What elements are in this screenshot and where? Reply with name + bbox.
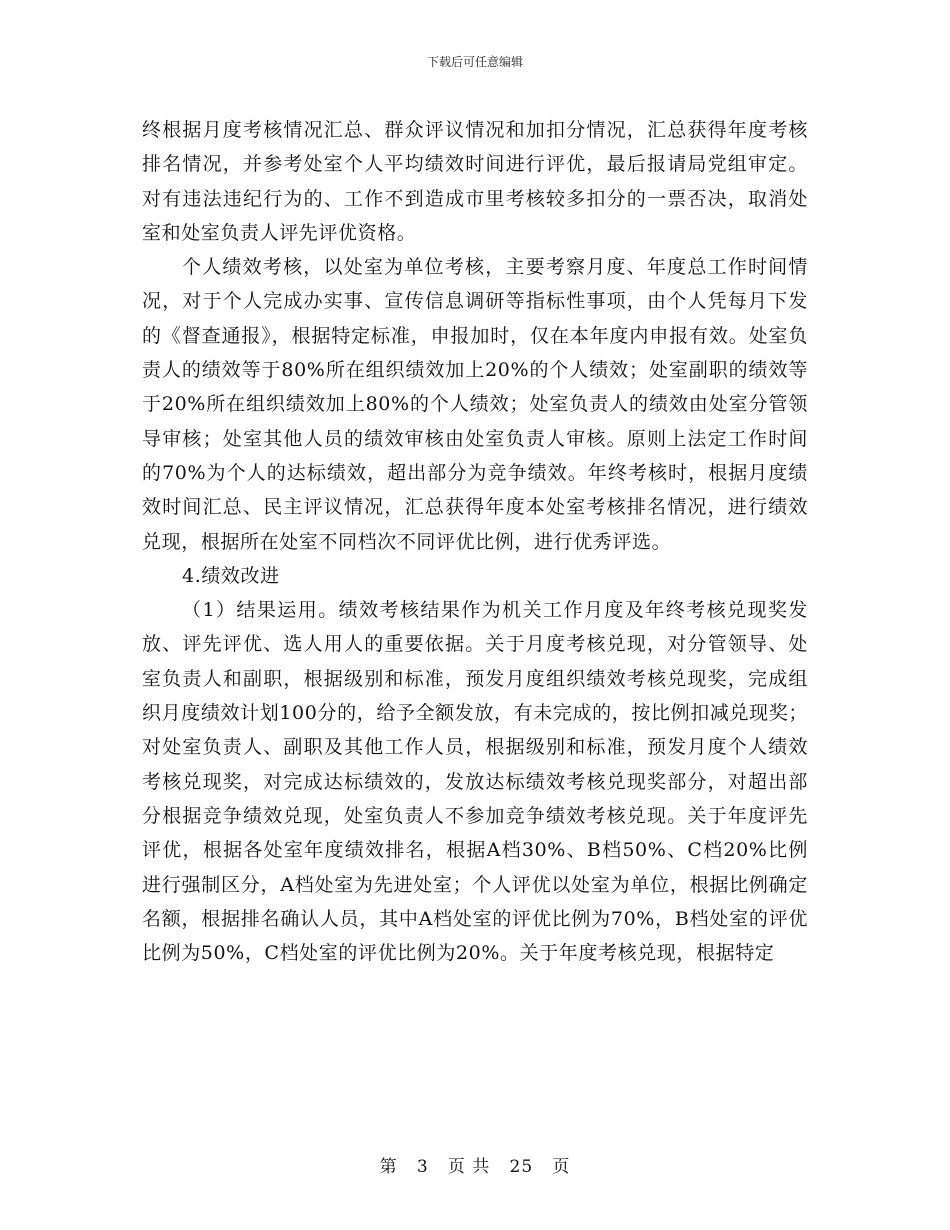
section-heading-performance-improvement: 4.绩效改进 — [182, 564, 280, 587]
page-footer — [0, 1156, 950, 1178]
paragraph-individual-performance: 个人绩效考核，以处室为单位考核，主要考察月度、年度总工作时间情况，对于个人完成办实事、宣传信息调研等指标性事项，由个人凭每月下发的《督查通报》，根据特定标准，申报加时，仅在本年度内申报有效。处室负责人的绩效等于80%所在组织绩效加上20%的个人绩效；处室副职的绩效等于20%所在组织绩效加上80%的个人绩效；处室负责人的绩效由处室分管领导审核；处室其他人员的绩效审核由处室负责人审核。原则上法定工作时间的70%为个人的达标绩效，超出部分为竞争绩效。年终考核时，根据月度绩效时间汇总、民主评议情况，汇总获得年度本处室考核排名情况，进行绩效兑现，根据所在处室不同档次不同评优比例，进行优秀评选。 — [142, 256, 808, 553]
footer-suffix: 页 — [552, 1157, 571, 1177]
paragraph-continuation: 终根据月度考核情况汇总、群众评议情况和加扣分情况，汇总获得年度考核排名情况，并参考处室个人平均绩效时间进行评优，最后报请局党组审定。对有违法违纪行为的、工作不到造成市里考核较多扣分的一票否决，取消处室和处室负责人评先评优资格。 — [142, 119, 808, 244]
document-body — [142, 113, 808, 970]
footer-current-page: 3 — [416, 1157, 429, 1177]
footer-total-pages: 25 — [509, 1157, 534, 1177]
paragraph-result-application: （1）结果运用。绩效考核结果作为机关工作月度及年终考核兑现奖发放、评先评优、选人用人的重要依据。关于月度考核兑现，对分管领导、处室负责人和副职，根据级别和标准，预发月度组织绩效考核兑现奖，完成组织月度绩效计划100分的，给予全额发放，有未完成的，按比例扣减兑现奖；对处室负责人、副职及其他工作人员，根据级别和标准，预发月度个人绩效考核兑现奖，对完成达标绩效的，发放达标绩效考核兑现奖部分，对超出部分根据竞争绩效兑现，处室负责人不参加竞争绩效考核兑现。关于年度评先评优，根据各处室年度绩效排名，根据A档30%、B档50%、C档20%比例进行强制区分，A档处室为先进处室；个人评优以处室为单位，根据比例确定名额，根据排名确认人员，其中A档处室的评优比例为70%，B档处室的评优比例为50%，C档处室的评优比例为20%。关于年度考核兑现，根据特定 — [142, 599, 808, 965]
footer-middle: 页 共 — [447, 1157, 491, 1177]
page-header: 下载后可任意编辑 — [426, 55, 523, 69]
footer-prefix: 第 — [379, 1157, 398, 1177]
